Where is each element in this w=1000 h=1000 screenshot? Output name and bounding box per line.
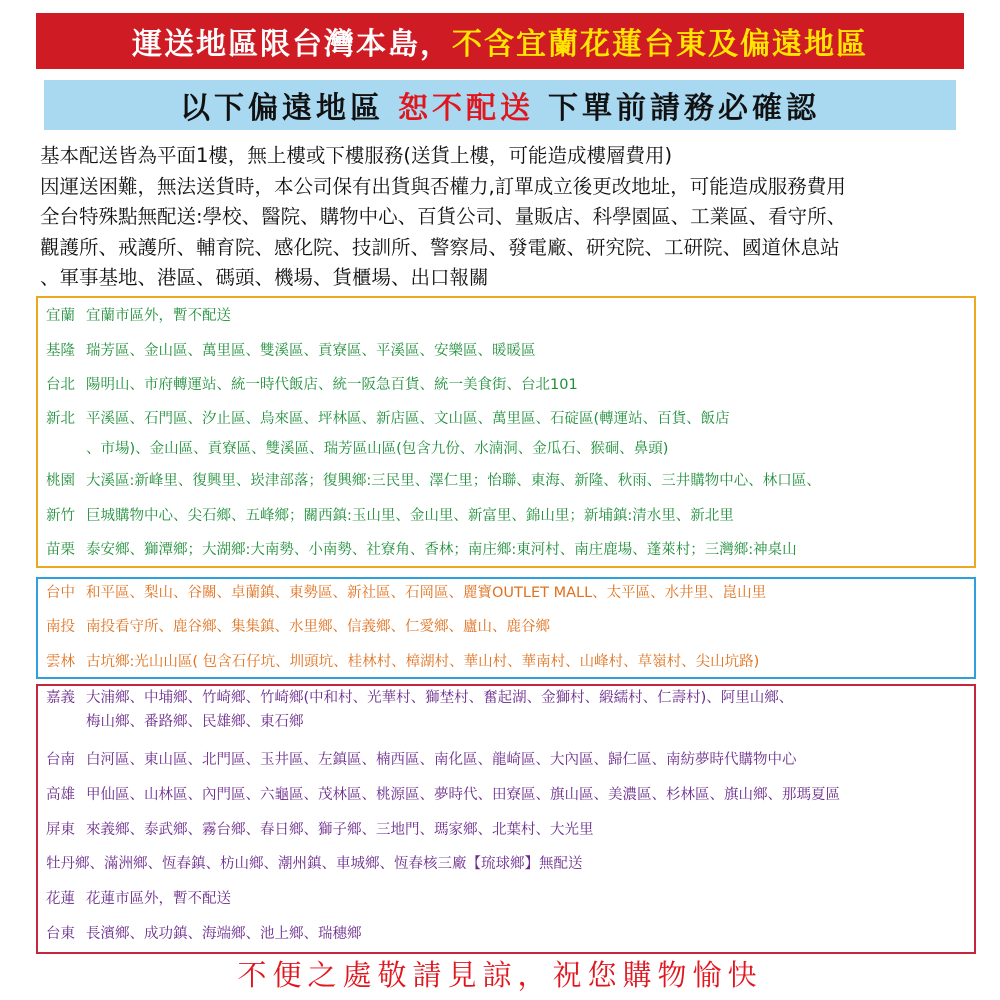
- region-row-kaohsiung: [46, 785, 840, 805]
- region-text: 泰安鄉、獅潭鄉；大湖鄉:大南勢、小南勢、社寮角、香林；南庄鄉:東河村、南庄鹿場、蓬萊村；三灣鄉:神桌山: [86, 542, 797, 558]
- region-text: 和平區、梨山、谷關、卓蘭鎮、東勢區、新社區、石岡區、麗寶OUTLET MALL、太平區、水井里、崑山里: [86, 585, 767, 601]
- region-text: 牡丹鄉、滿洲鄉、恆春鎮、枋山鄉、潮州鎮、車城鄉、恆春核三廠【琉球鄉】無配送: [46, 856, 583, 872]
- header-line2-red: 恕不配送: [398, 91, 534, 126]
- policy-line: 基本配送皆為平面1樓，無上樓或下樓服務(送貨上樓，可能造成樓層費用): [40, 144, 673, 167]
- region-text: 宜蘭市區外，暫不配送: [86, 308, 231, 324]
- region-text: 長濱鄉、成功鎮、海端鄉、池上鄉、瑞穗鄉: [86, 926, 362, 942]
- policy-line: 、軍事基地、港區、碼頭、機場、貨櫃場、出口報關: [40, 266, 489, 289]
- region-text: 來義鄉、泰武鄉、霧台鄉、春日鄉、獅子鄉、三地門、瑪家鄉、北葉村、大光里: [86, 822, 594, 838]
- region-row-taoyuan: [46, 471, 821, 491]
- region-label: 雲林: [46, 654, 75, 670]
- region-label: 高雄: [46, 787, 75, 803]
- region-row-tainan: [46, 750, 797, 770]
- region-text: 平溪區、石門區、汐止區、烏來區、坪林區、新店區、文山區、萬里區、石碇區(轉運站、百貨、飯店: [86, 411, 730, 427]
- region-text: 瑞芳區、金山區、萬里區、雙溪區、貢寮區、平溪區、安樂區、暖暖區: [86, 343, 536, 359]
- region-label: 新北: [46, 411, 75, 427]
- header-banner-red: [36, 13, 964, 69]
- region-label: 花蓮: [46, 891, 75, 907]
- region-text: 大浦鄉、中埔鄉、竹崎鄉、竹崎鄉(中和村、光華村、獅埜村、奮起湖、金獅村、緞繻村、仁壽村)、阿里山鄉、: [86, 690, 794, 706]
- header-banner-blue: [44, 80, 956, 130]
- region-label: 嘉義: [46, 690, 75, 706]
- header-line2-right: 下單前請務必確認: [548, 91, 820, 126]
- region-row-chiayi: [46, 688, 793, 732]
- footer-note: 不便之處敬請見諒，祝您購物愉快: [237, 958, 763, 992]
- region-text: 古坑鄉:光山山區( 包含石仔坑、圳頭坑、桂林村、樟湖村、華山村、華南村、山峰村、草嶺村、尖山坑路): [86, 654, 760, 670]
- region-text: 花蓮市區外，暫不配送: [86, 891, 231, 907]
- region-row-nantou: [46, 617, 550, 637]
- region-row-yilan: [46, 306, 231, 326]
- policy-line: 因運送困難，無法送貨時，本公司保有出貨與否權力,訂單成立後更改地址，可能造成服務費用: [40, 174, 846, 198]
- region-row-hualien: [46, 889, 231, 909]
- header-line1-white: 運送地區限台灣本島，: [132, 27, 452, 62]
- region-row-miaoli: [46, 540, 797, 560]
- region-label: 屏東: [46, 822, 75, 838]
- region-row-pingtung-extra: [46, 854, 583, 874]
- region-text: 大溪區:新峰里、復興里、崁津部落；復興鄉:三民里、澤仁里；怡聯、東海、新隆、秋雨、三井購物中心、林口區、: [86, 473, 821, 489]
- region-row-pingtung: [46, 820, 594, 840]
- region-text: 甲仙區、山林區、內門區、六龜區、茂林區、桃源區、夢時代、田寮區、旗山區、美濃區、杉林區、旗山鄉、那瑪夏區: [86, 787, 840, 803]
- region-row-taitung: [46, 924, 362, 944]
- region-label: 桃園: [46, 473, 75, 489]
- header-line2-left: 以下偏遠地區: [180, 91, 384, 126]
- region-row-yunlin: [46, 652, 759, 672]
- region-label: 南投: [46, 619, 75, 635]
- policy-text: [40, 141, 980, 294]
- region-label: 台南: [46, 752, 75, 768]
- region-text: 陽明山、市府轉運站、統一時代飯店、統一阪急百貨、統一美食街、台北101: [86, 377, 578, 393]
- region-label: 台東: [46, 926, 75, 942]
- region-label: 台中: [46, 585, 75, 601]
- policy-line: 全台特殊點無配送:學校、醫院、購物中心、百貨公司、量販店、科學園區、工業區、看守所、: [40, 205, 847, 228]
- region-label: 基隆: [46, 343, 75, 359]
- region-row-keelung: [46, 341, 536, 361]
- region-text: 白河區、東山區、北門區、玉井區、左鎮區、楠西區、南化區、龍崎區、大內區、歸仁區、南紡夢時代購物中心: [86, 752, 797, 768]
- region-label: 宜蘭: [46, 308, 75, 324]
- region-row-new-taipei: [46, 409, 730, 459]
- region-text-continued: 梅山鄉、番路鄉、民雄鄉、東石鄉: [86, 714, 304, 730]
- region-text: 南投看守所、鹿谷鄉、集集鎮、水里鄉、信義鄉、仁愛鄉、廬山、鹿谷鄉: [86, 619, 550, 635]
- region-text-continued: 、市場)、金山區、貢寮區、雙溪區、瑞芳區山區(包含九份、水湳洞、金瓜石、猴硐、鼻頭): [86, 441, 669, 457]
- region-label: 苗栗: [46, 542, 75, 558]
- policy-line: 觀護所、戒護所、輔育院、感化院、技訓所、警察局、發電廠、研究院、工研院、國道休息站: [40, 235, 840, 259]
- header-line1-yellow: 不含宜蘭花蓮台東及偏遠地區: [452, 27, 868, 62]
- region-row-hsinchu: [46, 506, 734, 526]
- region-text: 巨城購物中心、尖石鄉、五峰鄉；關西鎮:玉山里、金山里、新富里、錦山里；新埔鎮:清水里、新北里: [86, 508, 734, 524]
- region-row-taichung: [46, 583, 766, 603]
- region-row-taipei: [46, 375, 578, 395]
- region-label: 新竹: [46, 508, 75, 524]
- region-label: 台北: [46, 377, 75, 393]
